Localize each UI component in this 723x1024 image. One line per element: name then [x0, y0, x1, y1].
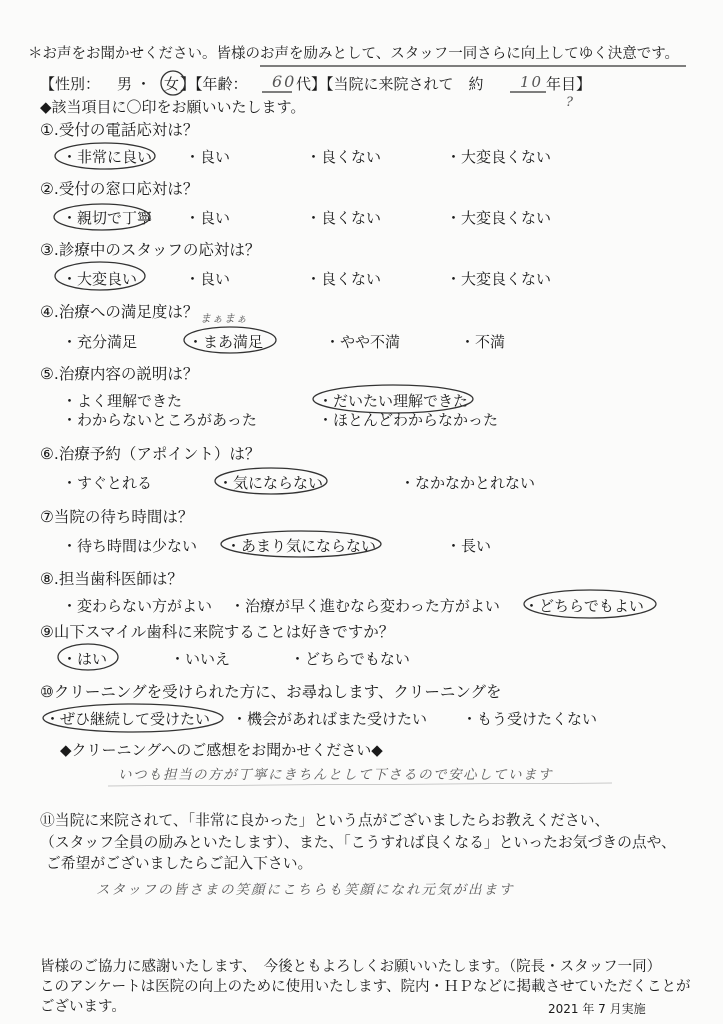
q2-option-3[interactable]: ・良くない	[306, 209, 382, 227]
q11-line-3: ご希望がございましたらご記入下さい。	[46, 855, 313, 872]
q8-title: ⑧.担当歯科医師は？	[40, 570, 183, 588]
q7-option-2[interactable]: ・あまり気にならない	[226, 537, 377, 555]
q9-option-2[interactable]: ・いいえ	[170, 650, 231, 668]
q1-option-1[interactable]: ・非常に良い	[62, 148, 153, 166]
q3-option-3[interactable]: ・良くない	[306, 270, 382, 288]
profile-years-suffix: 年目】	[546, 75, 592, 93]
q10-option-2[interactable]: ・機会があればまた受けたい	[232, 710, 428, 728]
profile-age-suffix: 代】【当院に来院されて 約	[296, 75, 484, 93]
q5-option-2[interactable]: ・だいたい理解できた	[318, 392, 469, 410]
q1-option-3[interactable]: ・良くない	[306, 148, 382, 166]
footer-line-2: このアンケートは医院の向上のために使用いたします、院内・ＨＰなどに掲載させていただくことが	[40, 979, 691, 995]
q5-option-1[interactable]: ・よく理解できた	[62, 392, 183, 410]
q9-option-1[interactable]: ・はい	[62, 650, 108, 668]
q7-title: ⑦当院の待ち時間は？	[40, 508, 194, 526]
profile-years-note: ?	[566, 95, 575, 110]
instruction-text: ◆該当項目に〇印をお願いいたします。	[40, 98, 306, 116]
q9-option-3[interactable]: ・どちらでもない	[290, 650, 410, 668]
q3-option-4[interactable]: ・大変良くない	[446, 270, 552, 288]
q2-option-1[interactable]: ・親切で丁寧	[62, 209, 153, 227]
profile-male-option[interactable]: 男	[117, 75, 133, 93]
q9-title: ⑨山下スマイル歯科に来院することは好きですか？	[40, 623, 395, 641]
profile-gender-label: 【性別：	[40, 75, 101, 93]
q4-option-2[interactable]: ・まあ満足	[188, 333, 264, 351]
q4-option-4[interactable]: ・不満	[460, 333, 506, 351]
q5-option-3[interactable]: ・わからないところがあった	[62, 411, 257, 429]
q1-option-2[interactable]: ・良い	[185, 148, 231, 166]
q6-option-2[interactable]: ・気にならない	[218, 474, 324, 492]
q1-option-4[interactable]: ・大変良くない	[446, 148, 552, 166]
q4-option-3[interactable]: ・やや不満	[325, 333, 401, 351]
q8-option-3[interactable]: ・どちらでもよい	[524, 597, 644, 615]
q7-option-3[interactable]: ・長い	[446, 537, 492, 555]
footer-date: 2021 年 7 月実施	[548, 1002, 646, 1016]
q7-option-1[interactable]: ・待ち時間は少ない	[62, 537, 198, 555]
profile-female-option[interactable]: 女	[164, 75, 180, 93]
q11-line-1: ⑪当院に来院されて、「非常に良かった」という点がございましたらお教えください、	[40, 812, 610, 829]
q10-title: ⑩クリーニングを受けられた方に、お尋ねします、クリーニングを	[40, 683, 502, 701]
q4-title: ④.治療への満足度は？	[40, 303, 199, 321]
q6-option-1[interactable]: ・すぐとれる	[62, 474, 153, 492]
q11-line-2: （スタッフ全員の励みといたします）、また、「こうすれば良くなる」といったお気づきの点や、	[40, 834, 676, 851]
q2-option-4[interactable]: ・大変良くない	[446, 209, 552, 227]
profile-years-value: 10	[520, 73, 544, 91]
q5-title: ⑤.治療内容の説明は？	[40, 365, 199, 383]
q11-answer: スタッフの皆さまの笑顔にこちらも笑顔になれ元気が出ます	[96, 882, 515, 898]
q2-title: ②.受付の窓口応対は？	[40, 180, 199, 198]
cleaning-answer: いつも担当の方が丁寧にきちんとして下さるので安心しています	[118, 767, 553, 783]
q8-option-1[interactable]: ・変わらない方がよい	[62, 597, 213, 615]
footer-line-1: 皆様のご協力に感謝いたします、 今後ともよろしくお願いいたします。（院長・スタッフ一同）	[40, 959, 662, 975]
q3-option-1[interactable]: ・大変良い	[62, 270, 138, 288]
q2-option-2[interactable]: ・良い	[185, 209, 231, 227]
profile-separator: ・	[136, 75, 152, 93]
intro-text: ＊お声をお聞かせください。皆様のお声を励みとして、スタッフ一同さらに向上してゆく決意です。	[28, 46, 680, 62]
footer-line-3: ございます。	[40, 999, 126, 1015]
q10-option-1[interactable]: ・ぜひ継続して受けたい	[45, 710, 211, 728]
profile-age-value: 60	[272, 72, 297, 91]
q8-option-2[interactable]: ・治療が早く進むなら変わった方がよい	[230, 597, 500, 615]
q4-handwritten-note: まぁまぁ	[200, 312, 248, 325]
q4-option-1[interactable]: ・充分満足	[62, 333, 138, 351]
q6-option-3[interactable]: ・なかなかとれない	[400, 474, 536, 492]
cleaning-prompt: ◆クリーニングへのご感想をお聞かせください◆	[60, 741, 383, 759]
profile-age-label: 】【年齢：	[180, 75, 248, 93]
q1-title: ①.受付の電話応対は？	[40, 121, 199, 139]
q3-title: ③.診療中のスタッフの応対は？	[40, 241, 261, 259]
q5-option-4[interactable]: ・ほとんどわからなかった	[318, 411, 499, 429]
q3-option-2[interactable]: ・良い	[185, 270, 231, 288]
q6-title: ⑥.治療予約（アポイント）は？	[40, 445, 261, 463]
q10-option-3[interactable]: ・もう受けたくない	[462, 710, 598, 728]
